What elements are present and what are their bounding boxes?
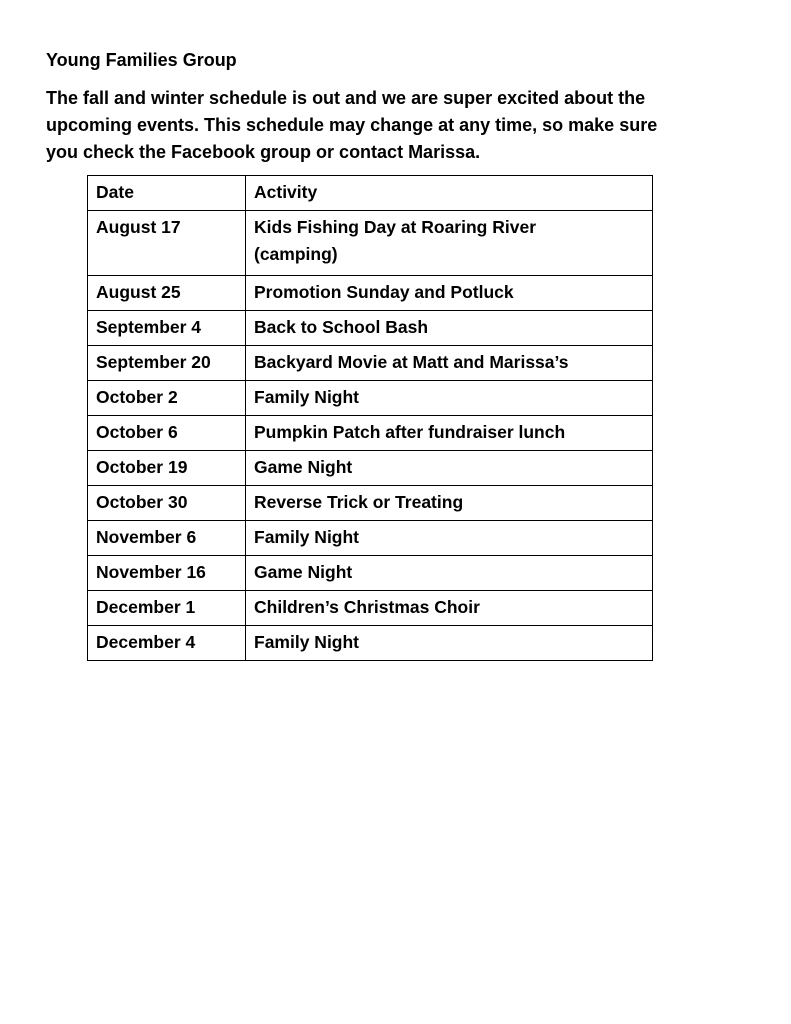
row-date: September 20 bbox=[88, 346, 246, 381]
intro-line: you check the Facebook group or contact Marissa. bbox=[46, 142, 481, 162]
table-row bbox=[88, 416, 653, 451]
row-date: November 6 bbox=[88, 521, 246, 556]
row-date: August 25 bbox=[88, 276, 246, 311]
activity-line: Pumpkin Patch after fundraiser lunch bbox=[254, 422, 566, 442]
table-row bbox=[88, 451, 653, 486]
row-date: September 4 bbox=[88, 311, 246, 346]
activity-line: Promotion Sunday and Potluck bbox=[254, 282, 514, 302]
activity-line: Game Night bbox=[254, 562, 353, 582]
document-title: Young Families Group bbox=[46, 50, 237, 70]
row-date: October 2 bbox=[88, 381, 246, 416]
header-date: Date bbox=[88, 176, 246, 211]
table-row bbox=[88, 276, 653, 311]
row-activity bbox=[246, 451, 653, 486]
row-activity bbox=[246, 211, 653, 276]
row-date: December 1 bbox=[88, 591, 246, 626]
row-activity bbox=[246, 276, 653, 311]
row-date: August 17 bbox=[88, 211, 246, 276]
row-date: October 6 bbox=[88, 416, 246, 451]
table-row bbox=[88, 486, 653, 521]
row-date: December 4 bbox=[88, 626, 246, 661]
schedule-table bbox=[87, 175, 653, 661]
intro-paragraph bbox=[46, 85, 746, 166]
row-activity bbox=[246, 381, 653, 416]
row-activity bbox=[246, 591, 653, 626]
activity-line: Family Night bbox=[254, 387, 360, 407]
table-row bbox=[88, 381, 653, 416]
activity-line: Reverse Trick or Treating bbox=[254, 492, 464, 512]
table-row bbox=[88, 521, 653, 556]
table-row bbox=[88, 591, 653, 626]
row-activity bbox=[246, 416, 653, 451]
activity-line: Back to School Bash bbox=[254, 317, 429, 337]
activity-line: Backyard Movie at Matt and Marissa’s bbox=[254, 352, 569, 372]
activity-line: Family Night bbox=[254, 632, 360, 652]
intro-line: The fall and winter schedule is out and we are super excited about the bbox=[46, 88, 646, 108]
row-activity bbox=[246, 556, 653, 591]
row-date: October 30 bbox=[88, 486, 246, 521]
activity-line: Family Night bbox=[254, 527, 360, 547]
table-row bbox=[88, 346, 653, 381]
table-row bbox=[88, 556, 653, 591]
row-activity bbox=[246, 486, 653, 521]
header-activity: Activity bbox=[246, 176, 653, 211]
row-activity bbox=[246, 521, 653, 556]
row-date: October 19 bbox=[88, 451, 246, 486]
table-header-row bbox=[88, 176, 653, 211]
row-activity bbox=[246, 311, 653, 346]
activity-line: Children’s Christmas Choir bbox=[254, 597, 480, 617]
row-date: November 16 bbox=[88, 556, 246, 591]
activity-line: Game Night bbox=[254, 457, 353, 477]
activity-line: Kids Fishing Day at Roaring River bbox=[254, 217, 536, 237]
intro-line: upcoming events. This schedule may change at any time, so make sure bbox=[46, 115, 658, 135]
row-activity bbox=[246, 626, 653, 661]
table-row bbox=[88, 311, 653, 346]
activity-line: (camping) bbox=[254, 244, 338, 264]
table-row bbox=[88, 211, 653, 276]
table-row bbox=[88, 626, 653, 661]
row-activity bbox=[246, 346, 653, 381]
